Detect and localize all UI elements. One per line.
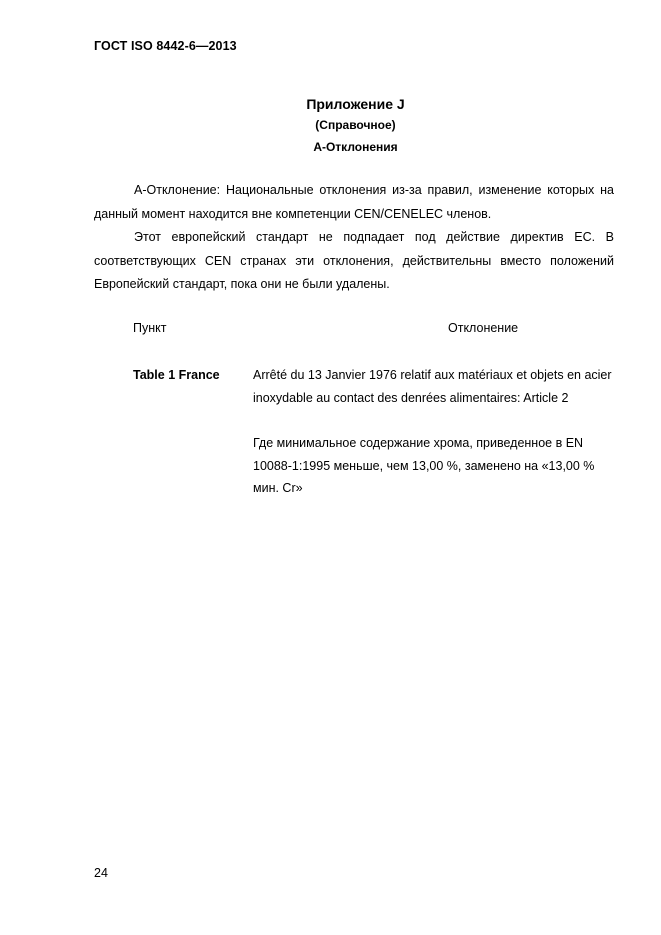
annex-heading: А-Отклонения	[313, 140, 398, 154]
annex-title: Приложение J	[306, 96, 405, 112]
document-number-header: ГОСТ ISO 8442-6—2013	[94, 39, 237, 53]
body-paragraph-1: А-Отклонение: Национальные отклонения из-за правил, изменение которых на данный момент находится вне компетенции CEN/CENELEC членов.	[94, 183, 614, 221]
body-paragraph-2: Этот европейский стандарт не подпадает под действие директив ЕС. В соответствующих CEN странах эти отклонения, действительны вместо положений Европейский стандарт, пока они не были удалены.	[94, 230, 614, 291]
column-header-item: Пункт	[133, 321, 167, 335]
annex-status: (Справочное)	[315, 118, 396, 132]
row-deviation-text-2: Где минимальное содержание хрома, приведенное в EN 10088-1:1995 меньше, чем 13,00 %, заменено на «13,00 % мин. Cr»	[253, 436, 595, 495]
row-item-label: Table 1 France	[133, 368, 220, 382]
row-deviation-text-1: Arrêté du 13 Janvier 1976 relatif aux matériaux et objets en acier inoxydable au contact des denrées alimentaires: Article 2	[253, 368, 612, 405]
column-header-deviation: Отклонение	[448, 321, 519, 335]
page-number: 24	[94, 866, 108, 880]
